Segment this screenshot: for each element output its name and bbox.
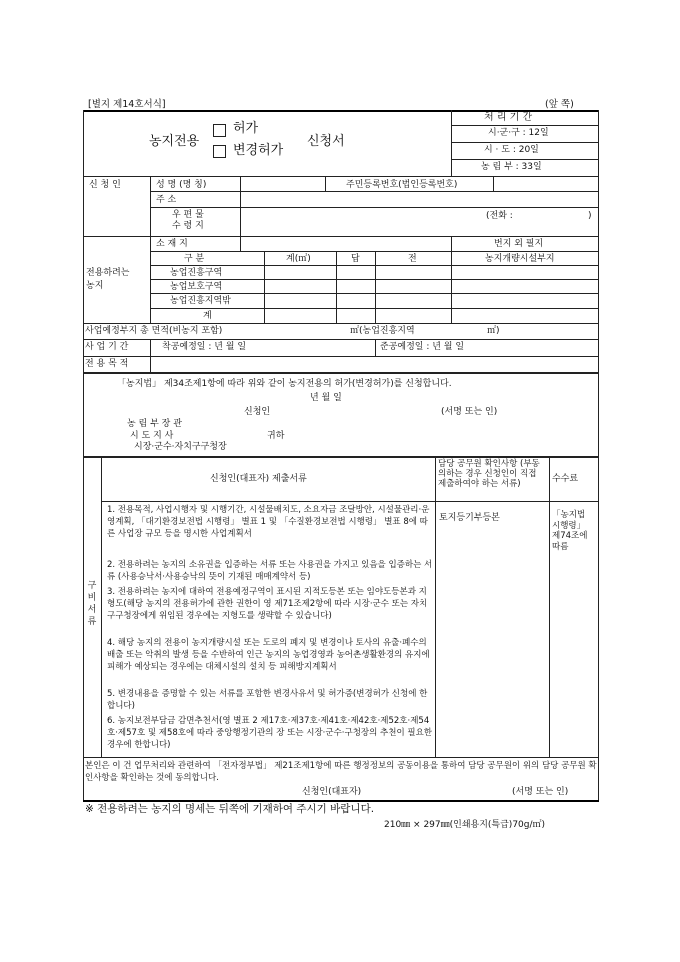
recipient: 시 도 지 사 bbox=[130, 431, 174, 441]
paper-spec: 210㎜ × 297㎜(인쇄용지(특급)70g/㎡) bbox=[384, 820, 546, 830]
col-header-total: 계(㎡) bbox=[286, 254, 311, 264]
address-label: 주 소 bbox=[156, 195, 177, 205]
recipient: 시장·군수·자치구구청장 bbox=[134, 442, 227, 452]
col-line bbox=[493, 176, 494, 191]
applicant-label: 신 청 인 bbox=[89, 180, 121, 190]
col-line bbox=[375, 251, 376, 323]
col-line bbox=[451, 236, 452, 251]
proc-line bbox=[451, 142, 598, 143]
id-number-label: 주민등록번호(법인등록번호) bbox=[346, 180, 458, 190]
col-header-paddy: 답 bbox=[351, 254, 360, 264]
checkbox-permit[interactable] bbox=[213, 124, 226, 137]
honorific: 귀하 bbox=[267, 431, 285, 441]
col3-header: 수수료 bbox=[552, 474, 579, 484]
location-label: 소 재 지 bbox=[156, 239, 188, 249]
row-label: 계 bbox=[203, 311, 212, 321]
col-line bbox=[451, 251, 452, 323]
proc-line bbox=[451, 125, 598, 126]
row-line bbox=[83, 456, 598, 458]
page-side: (앞 쪽) bbox=[545, 99, 574, 110]
title-suffix: 신청서 bbox=[307, 134, 345, 149]
declaration-applicant: 신청인 bbox=[244, 407, 271, 417]
row-line bbox=[101, 501, 598, 502]
row-line bbox=[83, 323, 598, 324]
processing-row: 시·군·구 : 12일 bbox=[488, 128, 549, 138]
row-line bbox=[83, 236, 598, 237]
area-label: 사업예정부지 총 면적(비농지 포함) bbox=[85, 326, 223, 336]
document-item: 3. 전용하려는 농지에 대하여 전용예정구역이 표시된 지적도등본 또는 임야도등본과 지형도(해당 농지의 전용허가에 관한 권한이 영 제71조제2항에 따라 시장·군수 또는 자치구구청장에게 위임된 경우에는 지형도를 생략할 수 있습니다) bbox=[107, 587, 428, 621]
recipient: 농 림 부 장 관 bbox=[127, 419, 182, 429]
row-line bbox=[150, 308, 598, 309]
col-line bbox=[240, 236, 241, 251]
row-label: 농업보호구역 bbox=[170, 282, 223, 292]
col1-header: 신청인(대표자) 제출서류 bbox=[210, 474, 307, 484]
phone-close: ) bbox=[588, 211, 592, 221]
row-label: 농업진흥지역밖 bbox=[170, 296, 231, 306]
row-line bbox=[150, 207, 598, 208]
col-line bbox=[336, 251, 337, 323]
title-option-permit: 허가 bbox=[233, 121, 259, 136]
document-item: 1. 전용목적, 사업시행자 및 시행기간, 시설물배치도, 소요자금 조달방안, 시설물관리·운영계획, 「대기환경보전법 시행령」 별표 1 및 「수질환경보전법 시행령」 별표 8에 따른 사업장 규모 등을 명시한 사업계획서 bbox=[107, 505, 430, 539]
row-line bbox=[83, 176, 598, 177]
form-id: [별지 제14호서식] bbox=[88, 99, 166, 110]
postal-label: 수 령 지 bbox=[172, 221, 204, 231]
document-item: 6. 농지보전부담금 감면추천서(영 별표 2 제17호·제37호·제41호·제42호·제52호·제54호·제57호 및 제58호에 따라 중앙행정기관의 장 또는 시장·군수·구청장의 추천이 필요한 경우에 한합니다) bbox=[107, 716, 433, 750]
col-line bbox=[240, 176, 241, 236]
lot-label: 번지 외 필지 bbox=[494, 239, 544, 249]
col-line bbox=[325, 176, 326, 191]
col2-header: 담당 공무원 확인사항 (부동의하는 경우 신청인이 직접 제출하여야 하는 서류) bbox=[438, 459, 540, 489]
col-header-field: 전 bbox=[408, 254, 417, 264]
col-line bbox=[150, 176, 151, 236]
frame-left bbox=[83, 110, 84, 800]
checkbox-change-permit[interactable] bbox=[213, 145, 226, 158]
row-line bbox=[150, 279, 598, 280]
row-line bbox=[83, 372, 598, 374]
row-line bbox=[83, 356, 598, 357]
processing-row: 시 · 도 : 20일 bbox=[484, 145, 539, 155]
area-unit: ㎡) bbox=[487, 326, 500, 336]
footnote: ※ 전용하려는 농지의 명세는 뒤쪽에 기재하여 주시기 바랍니다. bbox=[85, 803, 375, 815]
processing-row: 농 림 부 : 33일 bbox=[481, 162, 542, 172]
consent-signer: 신청인(대표자) bbox=[302, 787, 362, 797]
end-date-label: 준공예정일 : 년 월 일 bbox=[380, 342, 465, 352]
row-line bbox=[150, 265, 598, 266]
document-item: 4. 해당 농지의 전용이 농지개량시설 또는 도로의 폐지 및 변경이나 토사의 유출·폐수의 배출 또는 악취의 발생 등을 수반하여 인근 농지의 농업경영과 농어촌생활환경의 유지에 피해가 예상되는 경우에는 대체시설의 설치 등 피해방지계획서 bbox=[107, 638, 430, 672]
documents-side-label: 구비서류 bbox=[87, 581, 97, 627]
title-option-change: 변경허가 bbox=[233, 143, 284, 158]
col-line bbox=[375, 339, 376, 356]
proc-box-left bbox=[451, 110, 452, 176]
frame-bottom bbox=[83, 800, 599, 802]
declaration-date: 년 월 일 bbox=[310, 393, 342, 403]
row-line bbox=[150, 251, 598, 252]
row-line bbox=[83, 757, 598, 758]
area-unit: ㎡(농업진흥지역 bbox=[350, 326, 415, 336]
row-line bbox=[150, 191, 598, 192]
farmland-label: 전용하려는 bbox=[86, 268, 130, 278]
declaration-sign: (서명 또는 인) bbox=[441, 407, 498, 417]
fee-text: 「농지법 시행령」 제74조에 따름 bbox=[552, 510, 588, 552]
name-label: 성 명 (명 칭) bbox=[156, 180, 207, 190]
document-item: 2. 전용하려는 농지의 소유권을 입증하는 서류 또는 사용권을 가지고 있음을 입증하는 서류 (사용승낙서·사용승낙의 뜻이 기재된 매매계약서 등) bbox=[107, 560, 433, 582]
phone-label: (전화 : bbox=[486, 211, 513, 221]
document-item: 5. 변경내용을 증명할 수 있는 서류를 포함한 변경사유서 및 허가증(변경허가 신청에 한합니다) bbox=[107, 689, 428, 711]
purpose-label: 전 용 목 적 bbox=[85, 359, 129, 369]
declaration-statement: 「농지법」 제34조제1항에 따라 위와 같이 농지전용의 허가(변경허가)를 신청합니다. bbox=[117, 379, 452, 389]
farmland-label: 농지 bbox=[86, 281, 104, 291]
postal-label: 우 편 물 bbox=[172, 210, 204, 220]
proc-line bbox=[451, 159, 598, 160]
col-header-facility: 농지개량시설부지 bbox=[485, 254, 555, 264]
official-document: 토지등기부등본 bbox=[439, 513, 500, 523]
start-date-label: 착공예정일 : 년 월 일 bbox=[162, 342, 247, 352]
period-label: 사 업 기 간 bbox=[85, 342, 129, 352]
title-prefix: 농지전용 bbox=[149, 134, 200, 149]
processing-header: 처 리 기 간 bbox=[484, 112, 533, 123]
row-label: 농업진흥구역 bbox=[170, 268, 223, 278]
consent-text: 본인은 이 건 업무처리와 관련하여 「전자정부법」 제21조제1항에 따른 행정정보의 공동이용을 통하여 담당 공무원이 위의 담당 공무원 확인사항을 확인하는 것에 동의합니다. bbox=[85, 761, 597, 783]
row-line bbox=[83, 339, 598, 340]
consent-sign: (서명 또는 인) bbox=[512, 787, 569, 797]
col-line bbox=[264, 251, 265, 323]
col-header-category: 구 분 bbox=[184, 254, 205, 264]
frame-right bbox=[598, 110, 599, 800]
row-line bbox=[150, 293, 598, 294]
